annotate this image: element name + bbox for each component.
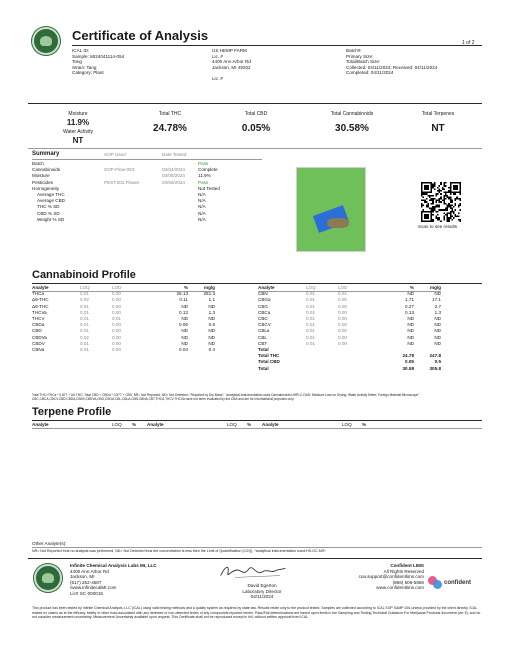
other-analytes-title: Other Analyte(s):	[32, 541, 67, 546]
cannabinoid-header-left-cell: LOQ	[80, 285, 90, 290]
cannabinoid-total-row-cell	[338, 359, 370, 365]
cannabinoid-row	[258, 316, 441, 322]
cannabinoid-row-cell: 0.02	[80, 334, 89, 340]
director-name: David Egerton	[247, 583, 277, 588]
cannabinoid-total-row-cell: 0.05	[405, 359, 414, 365]
cannabinoid-row-cell: ND	[407, 328, 414, 334]
cannabinoid-row-cell: ND	[208, 303, 215, 309]
cannabinoid-row-cell: THCa	[32, 291, 44, 297]
cannabinoid-row-cell: 0.01	[112, 316, 121, 321]
summary-row-result: N/A	[198, 192, 206, 197]
terpene-col-analyte-3: Analyte	[262, 422, 279, 427]
cannabinoid-header-line	[258, 291, 441, 292]
cannabinoid-row-cell: ND	[434, 291, 441, 297]
cannabinoid-row	[258, 322, 441, 328]
cannabinoid-row-cell: ND	[434, 340, 441, 346]
cannabinoid-row-cell: 0.01	[306, 334, 315, 340]
cannabinoid-row-cell: ND	[407, 291, 414, 297]
footer-lab-info	[70, 563, 210, 597]
total-thc-value: 24.78%	[153, 123, 187, 134]
cannabinoid-row	[32, 341, 215, 347]
cannabinoid-row-cell: 0.01	[80, 291, 89, 297]
director-date: 04/11/2024	[250, 594, 274, 600]
lims-phone: (866) 506-5866	[392, 579, 424, 585]
summary-row-label: Moisture	[32, 173, 50, 179]
cannabinoid-row-cell: 0.00	[338, 322, 347, 328]
cannabinoid-total-row-cell: 30.58	[402, 365, 414, 371]
cannabinoid-row	[32, 291, 215, 297]
cannabinoid-total-row-cell: Total CBD	[258, 359, 280, 365]
cannabinoid-row-cell: 0.00	[112, 328, 121, 334]
cannabinoid-header-left-cell: LOD	[112, 285, 122, 290]
cannabinoid-total-row-cell	[306, 353, 338, 359]
summary-row	[32, 198, 272, 204]
summary-row-date	[162, 161, 198, 167]
cannabinoid-row	[32, 335, 215, 341]
cannabinoid-total-row-cell	[306, 366, 338, 372]
batch-info	[346, 48, 486, 76]
cannabinoid-header-line	[32, 291, 215, 292]
cannabinoid-row-cell: 0.00	[338, 316, 347, 321]
cannabinoid-row	[32, 304, 215, 310]
product-photo	[296, 167, 366, 252]
cannabinoid-row-cell: 0.01	[306, 340, 315, 346]
footer-divider	[28, 558, 482, 559]
cannabinoid-row-cell: CBDVa	[32, 334, 47, 340]
cannabinoid-row-cell: 0.00	[338, 309, 347, 315]
client-info	[212, 48, 312, 82]
cannabinoid-row-cell: 0.01	[80, 309, 89, 315]
cannabinoid-row-cell: 2.7	[434, 303, 441, 309]
client-license-2: Lic. #	[212, 75, 223, 81]
cannabinoid-header-right-cell: LOQ	[306, 285, 316, 290]
summary-row-label: Batch	[32, 161, 44, 166]
cannabinoid-row-cell: 0.6	[208, 322, 215, 328]
cannabinoid-total-row-cell: 305.8	[429, 365, 441, 371]
cannabinoid-total-row-cell: 0.5	[434, 359, 441, 365]
cannabinoid-row-cell: 0.00	[112, 297, 121, 303]
cannabinoid-row-cell: 0.01	[80, 322, 89, 328]
cannabinoid-row-cell: ND	[181, 316, 188, 321]
cannabinoid-header-left-cell: %	[183, 285, 188, 290]
cannabinoid-row	[32, 322, 215, 328]
summary-row-result: Pass	[198, 161, 209, 166]
summary-row	[32, 192, 272, 198]
cannabinoid-row-cell: 0.00	[112, 347, 121, 352]
terpene-col-analyte-1: Analyte	[32, 422, 49, 427]
cannabinoid-row-cell: 0.01	[80, 316, 89, 321]
cannabinoid-row-cell: CBGa	[258, 297, 271, 303]
summary-row-label: THC % SD	[37, 204, 60, 210]
summary-row-date	[162, 198, 198, 204]
sample-info	[72, 48, 192, 76]
cannabinoid-row-cell: 0.11	[179, 297, 188, 303]
summary-header-line	[32, 159, 262, 160]
cannabinoid-total-row	[258, 347, 441, 353]
summary-row	[32, 211, 272, 217]
primary-size: Primary Size:	[346, 53, 374, 59]
summary-row-sop	[104, 173, 162, 179]
summary-row-label: Pesticides	[32, 179, 53, 185]
lims-website[interactable]: www.confidentlims.com	[376, 585, 424, 591]
summary-row	[32, 204, 272, 210]
summary-row-date	[162, 186, 198, 192]
summary-row-result: Not Tested	[198, 185, 220, 191]
footer-lab-name: Infinite Chemical Analysis Labs MI, LLC	[70, 563, 157, 568]
lims-email[interactable]: coa.support@confidentlims.com	[358, 574, 424, 580]
summary-col-sop: SOP Used	[104, 152, 126, 157]
summary-row-sop	[104, 161, 162, 167]
cannabinoid-header-left-cell: Analyte	[32, 285, 49, 290]
water-activity-label: Water Activity	[62, 129, 94, 135]
summary-row-label: Homogeneity	[32, 185, 60, 191]
cannabinoid-row-cell: Δ8-THC	[32, 303, 49, 309]
cannabinoid-total-row-cell	[338, 366, 370, 372]
product-line: Tang	[72, 59, 82, 65]
footer-lab-website[interactable]: /www.infinitecalMI.com	[70, 585, 117, 591]
cannabinoid-total-row-cell	[414, 347, 441, 353]
cannabinoid-row-cell: CBDV	[32, 340, 45, 346]
cannabinoid-row-cell: ND	[208, 328, 215, 334]
summary-row-result: Pass	[198, 179, 209, 185]
summary-col-date: Date Tested	[162, 152, 187, 157]
cannabinoid-row-cell: 0.01	[80, 328, 89, 334]
cannabinoid-row-cell: ND	[181, 340, 188, 346]
water-activity-value: NT	[72, 136, 84, 145]
cannabinoid-row-cell: CBG	[258, 303, 268, 309]
terpene-title-line	[32, 420, 482, 421]
summary-row-result: N/A	[198, 210, 206, 216]
summary-row-sop: PEST.002.Flower	[104, 179, 140, 185]
cannabinoid-row-cell: CBC	[258, 316, 268, 321]
summary-row-label: Weight % SD	[37, 216, 65, 222]
footer-lab-license: Lic# SC-000015	[70, 590, 103, 596]
cannabinoid-row	[258, 291, 441, 297]
collected-received: Collected: 04/11/2024; Received: 04/11/2024	[346, 64, 438, 70]
cannabinoid-row-cell: THCV	[32, 316, 45, 321]
cannabinoid-header-right-cell: mg/g	[430, 285, 441, 290]
metrics-bottom-divider	[28, 148, 482, 149]
total-terpenes-label: Total Terpenes	[421, 111, 455, 117]
terpene-header-line	[32, 428, 482, 429]
moisture-label: Moisture	[68, 111, 88, 117]
cannabinoid-row	[32, 347, 215, 353]
cannabinoid-row-cell: 28.13	[176, 291, 188, 297]
cannabinoid-row-cell: ND	[407, 334, 414, 340]
cannabinoid-row-cell: ND	[407, 322, 414, 328]
cannabinoid-row-cell: 0.01	[306, 291, 315, 297]
page-number: 1 of 2	[462, 40, 475, 46]
cannabinoid-row-cell: 0.02	[306, 309, 315, 315]
cannabinoid-row-cell: ND	[208, 334, 215, 340]
summary-row-date: 03/05/2024	[162, 173, 185, 179]
page-title: Certificate of Analysis	[72, 28, 209, 43]
cannabinoid-row	[32, 328, 215, 334]
lims-info	[344, 563, 424, 591]
cannabinoid-row-cell: 0.00	[338, 328, 347, 334]
summary-row-date	[162, 192, 198, 198]
cannabinoid-row-cell: CBT	[258, 340, 268, 346]
client-name: US HEMP FARM	[212, 48, 247, 53]
summary-row-date	[162, 211, 198, 217]
other-analytes-note: NR= Not Reported thus no analysis was performed, ND= Not Detected thus the concentration is less then the Limit of Quantification (LOQ), *analytical instrumentation used:HS-GC-MS*	[32, 549, 326, 553]
cannabinoid-row-cell: ND	[181, 334, 188, 340]
terpene-section-title: Terpene Profile	[32, 406, 112, 418]
cannabinoid-row-cell: CBN	[258, 291, 268, 297]
cannabinoid-row-cell: 0.00	[338, 334, 347, 340]
cannabinoid-header-right-cell: LOD	[338, 285, 348, 290]
terpene-header-row	[32, 422, 482, 428]
cannabinoid-row	[32, 310, 215, 316]
cannabinoid-row	[32, 297, 215, 303]
client-license: Lic. #	[212, 53, 223, 59]
cannabinoid-header-right-cell: Analyte	[258, 285, 275, 290]
director-signature	[214, 563, 292, 581]
confident-logo-text: confident	[444, 580, 471, 586]
lab-id-line: ICAL ID:	[72, 48, 90, 53]
terpene-col-pct-2: %	[247, 422, 252, 427]
cannabinoid-row-cell: 1.3	[434, 309, 441, 315]
cannabinoid-row-cell: 0.01	[306, 303, 315, 309]
cannabinoid-row-cell: 0.06	[179, 322, 188, 328]
cannabinoid-row-cell: 0.4	[208, 347, 215, 352]
cannabinoid-total-row-cell	[306, 359, 338, 365]
batch-size: Total/Batch Size:	[346, 59, 381, 65]
director-info	[222, 583, 302, 600]
cannabinoid-total-row-cell: 24.78	[402, 353, 414, 359]
terpene-col-loq-2: LOQ	[227, 422, 237, 427]
cannabinoid-header-left-cell: mg/g	[204, 285, 215, 290]
cannabinoid-total-row-cell	[338, 347, 370, 353]
summary-row	[32, 186, 272, 192]
total-terpenes-value: NT	[431, 123, 445, 134]
cannabinoid-row-cell: ND	[181, 328, 188, 334]
footer-lab-phone: (517) 252-4587	[70, 579, 102, 585]
cannabinoid-row	[258, 335, 441, 341]
cannabinoid-row	[258, 310, 441, 316]
cannabinoid-row-cell: 0.01	[338, 291, 347, 297]
summary-row-result: Complete	[198, 167, 218, 173]
cannabinoid-row-cell: 0.00	[112, 309, 121, 315]
cannabinoid-row-cell: 1.3	[208, 309, 215, 315]
lims-rights: All Rights Reserved	[383, 568, 424, 574]
cannabinoid-total-row	[258, 359, 441, 365]
cannabinoid-row-cell: 0.00	[112, 303, 121, 309]
metrics-top-divider	[28, 103, 482, 104]
terpene-col-loq-1: LOQ	[112, 422, 122, 427]
summary-row-label: Average CBD	[37, 198, 66, 204]
cannabinoid-row-cell: 1.1	[208, 297, 215, 303]
moisture-value: 11.9%	[66, 118, 90, 127]
summary-row	[32, 173, 272, 179]
cannabinoid-row-cell: ND	[434, 316, 441, 321]
cannabinoid-row-cell: ND	[407, 340, 414, 346]
cannabinoid-row	[32, 316, 215, 322]
cannabinoid-row-cell: 0.01	[306, 322, 315, 328]
summary-row-sop	[104, 192, 162, 198]
summary-row-result: N/A	[198, 216, 206, 222]
cannabinoid-row-cell: CBL	[258, 334, 267, 340]
terpene-col-pct-3: %	[362, 422, 367, 427]
cannabinoid-row-cell: 0.13	[179, 309, 188, 315]
qr-caption: Scan to see results	[418, 224, 458, 229]
cannabinoid-row	[258, 304, 441, 310]
sample-line: Sample: MI24041114-054	[72, 53, 125, 59]
cannabinoid-row-cell: CBD	[32, 328, 42, 334]
cannabinoid-total-row-cell	[338, 353, 370, 359]
qr-code[interactable]	[421, 182, 461, 222]
summary-row-date: 03/06/2024	[162, 179, 185, 185]
cannabinoid-row-cell: 0.00	[112, 334, 121, 340]
client-city: Jackson, MI 49202	[212, 64, 251, 70]
footer-disclaimer: This product has been tested by Infinite Chemical Analysis, LLC (ICAL) using valid testing methods and a quality system as required by state law. Results relate only to the product tested. Samples are collected according to ICAL SOP SAMP-001 unless provided by the client directly. ICAL makes no claims as to the efficacy, safety or other risks associated with any detected or non-detected levels of any compounds reported herein. Pass/Fail determinations are based upon limits in the Sampling and Testing Technical Guidance For Marijuana Products document (ver 5), and do not consider measurement uncertainty. Measurement Uncertainty available upon request. This Certificate shall not be reproduced except in full, without written approval from ICAL.	[32, 606, 481, 619]
cannabinoid-row-cell: 1.71	[405, 297, 414, 303]
cannabinoid-row-cell: 0.00	[338, 297, 347, 303]
cannabinoid-title-line	[32, 283, 482, 284]
terpene-col-analyte-2: Analyte	[147, 422, 164, 427]
cannabinoid-row-cell: ND	[434, 322, 441, 328]
footer-lab-address: 4400 Ann Arbor Rd	[70, 568, 109, 574]
cannabinoid-total-row	[258, 366, 441, 372]
total-cbd-value: 0.05%	[241, 123, 271, 134]
cannabinoid-row-cell: ND	[208, 316, 215, 321]
summary-row-sop	[104, 204, 162, 210]
total-thc-label: Total THC	[158, 111, 182, 117]
lab-seal-logo	[32, 27, 60, 55]
confident-logo-icon	[428, 576, 442, 590]
total-cbd-label: Total CBD	[244, 111, 268, 117]
cannabinoid-total-row-cell	[370, 347, 414, 353]
cannabinoid-row-cell: ND	[407, 316, 414, 321]
summary-row	[32, 217, 272, 223]
cannabinoid-row-cell: 0.27	[405, 303, 414, 309]
summary-row	[32, 180, 272, 186]
other-analytes-line	[32, 547, 482, 548]
cannabinoid-row-cell: ND	[208, 340, 215, 346]
cannabinoid-total-row-cell: Total	[258, 365, 269, 371]
client-address: 4400 Ann Arbor Rd	[212, 59, 251, 65]
summary-row-sop	[104, 198, 162, 204]
cannabinoid-header-right-cell: %	[409, 285, 414, 290]
cannabinoid-row-cell: 0.00	[338, 303, 347, 309]
cannabinoid-row-cell: CBDa	[32, 322, 45, 328]
cannabinoid-row-cell: 0.00	[112, 322, 121, 328]
summary-row-sop: SOP-Flow-003	[104, 167, 135, 173]
cannabinoid-row-cell: 281.3	[203, 291, 215, 297]
cannabinoid-row	[258, 341, 441, 347]
summary-row-result: 11.9%	[198, 173, 211, 179]
summary-row-result: N/A	[198, 198, 206, 204]
cannabinoid-row-cell: 0.00	[112, 291, 121, 297]
summary-row	[32, 161, 272, 167]
cannabinoid-total-row-cell: Total	[258, 347, 269, 352]
cannabinoid-row-cell: CBCV	[258, 322, 271, 328]
cannabinoid-row-cell: 0.01	[80, 340, 89, 346]
strain-line: Strain: Tang	[72, 64, 97, 70]
summary-row-sop	[104, 211, 162, 217]
director-title: Laboratory Director	[242, 588, 282, 594]
cannabinoid-total-row-cell: 247.8	[429, 353, 441, 359]
summary-row-label: CBD % SD	[37, 210, 60, 216]
cannabinoid-footnote: Total THC=THCa * 0.877 + Δ9-THC; Total CBD = CBDa * 0.877 + CBD; NR= Not Reported; ND= Not Detected; "Reported by Dry Mass"; "analytical instrumentation used Cannabinoids:UHPLC-DAD; Moisture:Loss on Drying; Water Activity Meter; Foreign Material:Microscope" CBC,CBCA,CBCV,CBD,CBDA,CBDV,CBDVA,CBG,CBGA,CBL,CBLA,CBN,CBNA,CBT,THCA,THCV,THCVA have not been evaluated by the CBA and are for informational purposes only.	[32, 393, 420, 401]
summary-row-label: Cannabinoids	[32, 167, 61, 173]
cannabinoid-section-title: Cannabinoid Profile	[32, 269, 136, 281]
summary-title: Summary	[32, 151, 60, 157]
product-bud	[327, 218, 349, 228]
cannabinoid-row	[258, 328, 441, 334]
header-divider	[72, 45, 482, 46]
batch-number: Batch#:	[346, 48, 362, 53]
cannabinoid-total-row-cell: Total THC	[258, 353, 280, 359]
summary-row-label: Average THC	[37, 192, 65, 197]
summary-row-result: N/A	[198, 204, 206, 210]
cannabinoid-row	[258, 297, 441, 303]
cannabinoid-row-cell: CBCa	[258, 309, 271, 315]
terpene-col-loq-3: LOQ	[342, 422, 352, 427]
cannabinoid-row-cell: CBNa	[32, 347, 45, 352]
summary-row-date	[162, 217, 198, 223]
cannabinoid-row-cell: 0.00	[112, 340, 121, 346]
cannabinoid-row-cell: 0.13	[405, 309, 414, 315]
cannabinoid-row-cell: Δ9-THC	[32, 297, 49, 303]
cannabinoid-row-cell: 0.01	[80, 303, 89, 309]
category-line: Category: Plant	[72, 70, 104, 76]
cannabinoid-row-cell: 17.1	[432, 297, 441, 303]
completed-date: Completed: 04/11/2024	[346, 70, 394, 76]
cannabinoid-row-cell: 0.01	[80, 347, 89, 352]
cannabinoid-row-cell: 0.02	[80, 297, 89, 303]
cannabinoid-total-row-cell	[306, 347, 338, 353]
total-cannabinoids-value: 30.58%	[335, 123, 369, 134]
cannabinoid-row-cell: ND	[434, 334, 441, 340]
cannabinoid-row-cell: THCVa	[32, 309, 47, 315]
cannabinoid-row-cell: ND	[181, 303, 188, 309]
summary-row-sop	[104, 186, 162, 192]
summary-row-sop	[104, 217, 162, 223]
cannabinoid-row-cell: 0.01	[306, 297, 315, 303]
footer-lab-city: Jackson, MI	[70, 574, 95, 580]
summary-row-date: 03/04/2024	[162, 167, 185, 173]
cannabinoid-row-cell: CBLa	[258, 328, 270, 334]
summary-row	[32, 167, 272, 173]
footer-lab-seal	[34, 564, 62, 592]
lims-name: Confident LIMS	[390, 563, 424, 568]
cannabinoid-total-row	[258, 353, 441, 359]
cannabinoid-row-cell: 0.04	[179, 347, 188, 352]
summary-row-date	[162, 204, 198, 210]
cannabinoid-row-cell: ND	[434, 328, 441, 334]
terpene-col-pct-1: %	[132, 422, 137, 427]
total-cannabinoids-label: Total Cannabinoids	[330, 111, 374, 117]
cannabinoid-row-cell: 0.00	[338, 340, 347, 346]
cannabinoid-row-cell: 0.01	[306, 316, 315, 321]
cannabinoid-row-cell: 0.01	[306, 328, 315, 334]
